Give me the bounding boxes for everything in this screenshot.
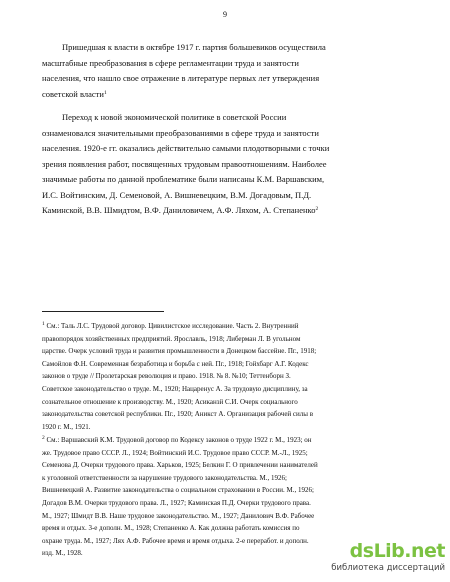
line-text: Переход к новой экономической политике в советской России [62,112,287,122]
text-line [42,459,408,472]
text-line [42,188,408,204]
line-text: Вишневецкий А. Развитие законодательства о социальном страховании в России. М., 1926; [42,486,314,495]
text-line [42,71,408,87]
line-text: 1920 г. М., 1921. [42,422,91,431]
line-text: же. Трудовое право СССР. Л., 1924; Войтинский И.С. Трудовое право СССР. М.-Л., 1925; [42,448,308,457]
text-line [42,447,408,460]
text-line [42,87,408,103]
footnote-divider [42,311,164,312]
text-line [42,370,408,383]
watermark [320,540,445,578]
line-text: населения, что нашло свое отражение в литературе первых лет утверждения [42,73,320,83]
text-line [42,203,408,219]
text-line [42,345,408,358]
text-line [42,396,408,409]
line-text: охране труда. М., 1927; Лях А.Ф. Рабочее время и время отдыха. 2-е переработ. и дополн. [42,536,309,545]
line-text: сознательное отношение к производству. М., 1920; Асиканзй С.И. Очерк социального [42,397,298,406]
line-text: правопорядок хозяйственных предприятий. Ярославль, 1918; Либерман Л. В угольном [42,334,301,343]
line-text: царстве. Очерк условий труда и развития промышленности в Донецком бассейне. Пг., 1918; [42,347,317,356]
line-text: Самойлов Ф.Н. Современная безработица и борьба с ней. Пг., 1918; Гойхбарг А.Г. Кодекс [42,359,309,368]
watermark-subtitle: библиотека диссертаций [331,563,445,573]
text-line [42,383,408,396]
footnote-reference[interactable]: 1 [103,89,107,96]
line-text: См.: Варшавский К.М. Трудовой договор по Кодексу законов о труде 1922 г. М., 1923; он [46,436,312,444]
text-line [42,157,408,173]
line-text: И.С. Войтинским, Д. Семеновой, А. Вишневецким, В.М. Догадовым, П.Д. [42,189,312,200]
line-text: время и отдых. 3-е дополн. М., 1928; Степаненко А. Как должна работать комиссия по [42,524,300,533]
line-text: Каминской, В.В. Шмидтом, В.Ф. Даниловичем, А.Ф. Ляхом, А. Степаненко [42,205,316,215]
footnote-1 [42,320,408,433]
body-paragraph-1 [42,40,408,102]
line-text: Пришедшая к власти в октябре 1917 г. партия большевиков осуществила [62,42,326,52]
body-paragraph-2 [42,110,408,219]
line-text: изд. М., 1928. [42,549,83,558]
text-line [42,408,408,421]
line-text: советской власти [42,88,104,99]
line-text: Семенова Д. Очерки трудового права. Харьков, 1925; Белкин Г. О привлечении нанимателей [42,461,318,470]
text-line [42,434,408,447]
line-text: населения. 1920-е гг. оказались действительно самыми плодотворными с точки [42,143,330,153]
text-line [42,472,408,485]
line-text: значимые работы по данной проблематике были написаны К.М. Варшавским, [42,174,325,184]
line-text: законодательства советской республики. Пг., 1920; Аникст А. Организация рабочей силы в [42,410,314,419]
footnote-marker: 2 [42,435,45,441]
page-number: 9 [223,10,227,19]
text-line [42,320,408,333]
text-line [42,56,408,72]
text-line [42,358,408,371]
text-line [42,497,408,510]
line-text: Советское законодательство о труде. М., 1920; Нацаренус А. За трудовую дисциплину, за [42,384,308,393]
line-text: к уголовной ответственности за нарушение трудового законодательства. М., 1926; [42,473,287,482]
line-text: Догадов В.М. Очерки трудового права. Л., 1927; Каминская П.Д. Очерки трудового права. [42,498,311,507]
footnote-marker: 1 [42,321,45,327]
line-text: законов о труде // Пролетарская революция и право. 1918. № 8. №10; Теттенборн З. [42,372,291,381]
line-text: М., 1927; Шмидт В.В. Наше трудовое законодательство. М., 1927; Данилович В.Ф. Рабочее [42,511,315,520]
text-line [42,141,408,157]
text-line [42,421,408,434]
text-line [42,40,408,56]
line-text: зрения появления работ, посвященных трудовым правоотношениям. Наиболее [42,158,327,169]
text-line [42,522,408,535]
footnote-reference[interactable]: 2 [315,206,319,212]
line-text: масштабные преобразования в сфере регламентации труда и занятости [42,57,299,68]
line-text: См.: Таль Л.С. Трудовой договор. Цивилистское исследование. Часть 2. Внутренний [46,322,299,330]
text-line [42,510,408,523]
text-line [42,484,408,497]
text-line [42,333,408,346]
text-line [42,172,408,188]
text-line [42,126,408,142]
text-line [42,110,408,126]
line-text: ознаменовался значительными преобразованиями в сфере труда и занятости [42,127,319,138]
watermark-logo: dsLib.net [349,540,445,562]
